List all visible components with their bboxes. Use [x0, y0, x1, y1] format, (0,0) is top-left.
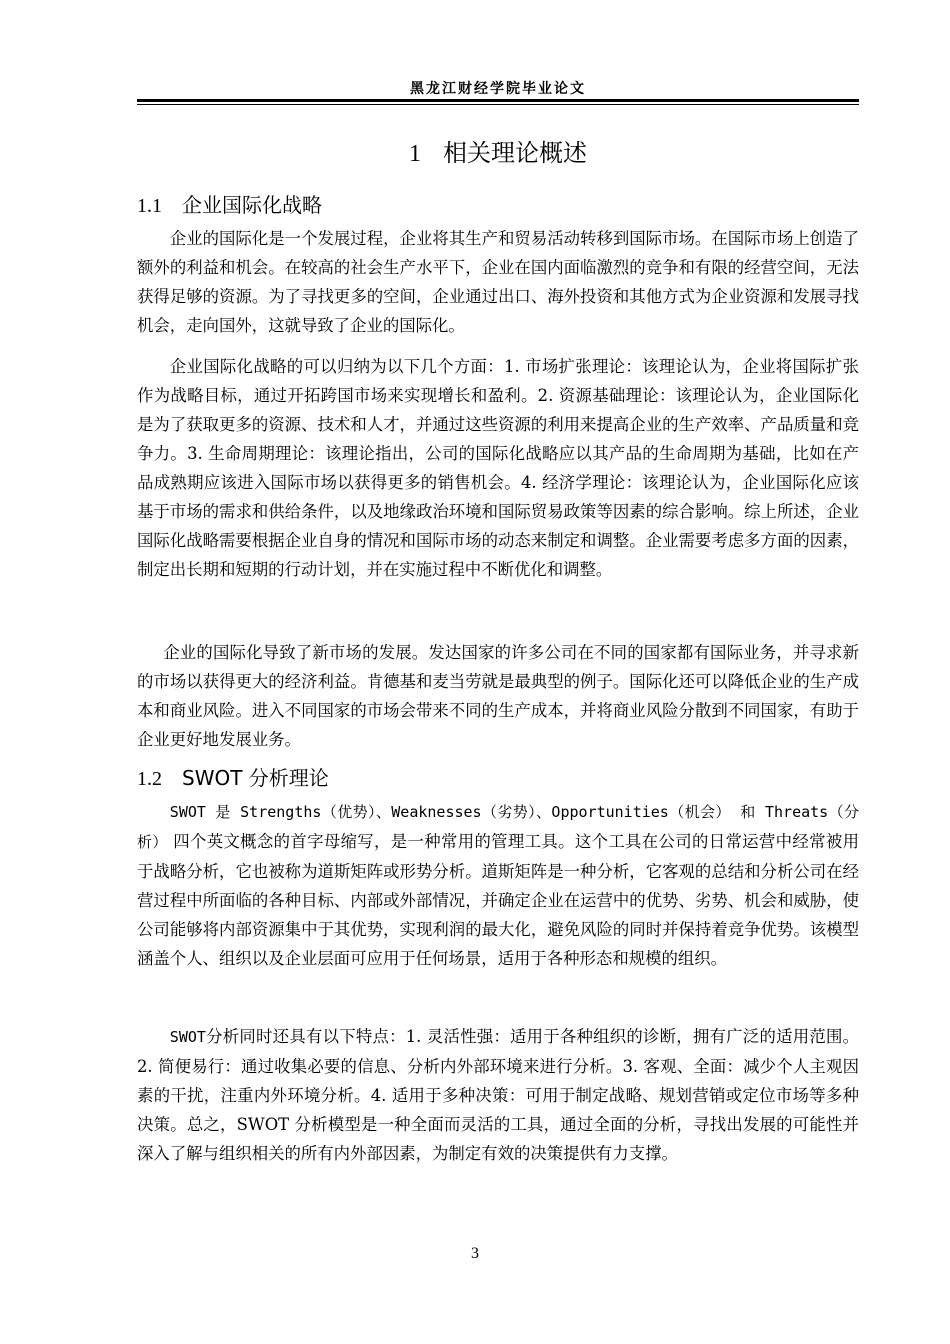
- section-title: SWOT 分析理论: [182, 766, 329, 790]
- chapter-heading: [137, 133, 859, 168]
- paragraph-1-1-b: 企业国际化战略的可以归纳为以下几个方面：1. 市场扩张理论：该理论认为，企业将国际扩张作为战略目标，通过开拓跨国市场来实现增长和盈利。2. 资源基础理论：该理论认为，企业国际化是为了获取更多的资源、技术和人才，并通过这些资源的利用来提高企业的生产效率、产品质量和竞争力。3. 生命周期理论：该理论指出，公司的国际化战略应以其产品的生命周期为基础，比如在产品成熟期应该进入国际市场以获得更多的销售机会。4. 经济学理论：该理论认为，企业国际化应该基于市场的需求和供给条件，以及地缘政治环境和国际贸易政策等因素的综合影响。综上所述，企业国际化战略需要根据企业自身的情况和国际市场的动态来制定和调整。企业需要考虑多方面的因素，制定出长期和短期的行动计划，并在实施过程中不断优化和调整。: [137, 357, 859, 579]
- header-rule-thin: [137, 104, 859, 105]
- swot-definition-lead: SWOT 是 Strengths（优势）、Weaknesses（劣势）、Opportunities（机会） 和 Threats（分析）: [137, 803, 859, 851]
- paragraph-1-1-c: 企业的国际化导致了新市场的发展。发达国家的许多公司在不同的国家都有国际业务，并寻求新的市场以获得更大的经济利益。肯德基和麦当劳就是最典型的例子。国际化还可以降低企业的生产成本和商业风险。进入不同国家的市场会带来不同的生产成本，并将商业风险分散到不同国家，有助于企业更好地发展业务。: [137, 643, 859, 749]
- section-number: 1.2: [137, 768, 162, 790]
- page-number: 3: [471, 1245, 479, 1262]
- paragraph-1-2-b: [137, 1022, 859, 1168]
- section-heading-1-2: [137, 762, 859, 791]
- chapter-title: 相关理论概述: [443, 139, 587, 167]
- chapter-number: 1: [409, 141, 421, 167]
- swot-features-rest: 分析同时还具有以下特点：1. 灵活性强：适用于各种组织的诊断，拥有广泛的适用范围。2. 简便易行：通过收集必要的信息、分析内外部环境来进行分析。3. 客观、全面：减少个人主观因素的干扰，注重内外环境分析。4. 适用于多种决策：可用于制定战略、规划营销或定位市场等多种决策。总之，SWOT 分析模型是一种全面而灵活的工具，通过全面的分析，寻找出发展的可能性并深入了解与组织相关的所有内外部因素，为制定有效的决策提供有力支撑。: [137, 1027, 859, 1163]
- paragraph-1-2-a: [137, 797, 859, 973]
- section-title: 企业国际化战略: [182, 193, 322, 217]
- section-number: 1.1: [137, 195, 162, 217]
- section-heading-1-1: [137, 189, 859, 218]
- swot-definition-rest: 四个英文概念的首字母缩写，是一种常用的管理工具。这个工具在公司的日常运营中经常被用于战略分析，它也被称为道斯矩阵或形势分析。道斯矩阵是一种分析，它客观的总结和分析公司在经营过程中所面临的各种目标、内部或外部情况，并确定企业在运营中的优势、劣势、机会和威胁，使公司能够将内部资源集中于其优势，实现利润的最大化，避免风险的同时并保持着竞争优势。该模型涵盖个人、组织以及企业层面可应用于任何场景，适用于各种形态和规模的组织。: [137, 832, 859, 968]
- paragraph-1-1-a: 企业的国际化是一个发展过程，企业将其生产和贸易活动转移到国际市场。在国际市场上创造了额外的利益和机会。在较高的社会生产水平下，企业在国内面临激烈的竞争和有限的经营空间，无法获得足够的资源。为了寻找更多的空间，企业通过出口、海外投资和其他方式为企业资源和发展寻找机会，走向国外，这就导致了企业的国际化。: [137, 229, 859, 335]
- header-rule-thick: [137, 99, 859, 102]
- swot-features-lead: SWOT: [169, 1028, 206, 1046]
- running-header: 黑龙江财经学院毕业论文: [410, 81, 586, 97]
